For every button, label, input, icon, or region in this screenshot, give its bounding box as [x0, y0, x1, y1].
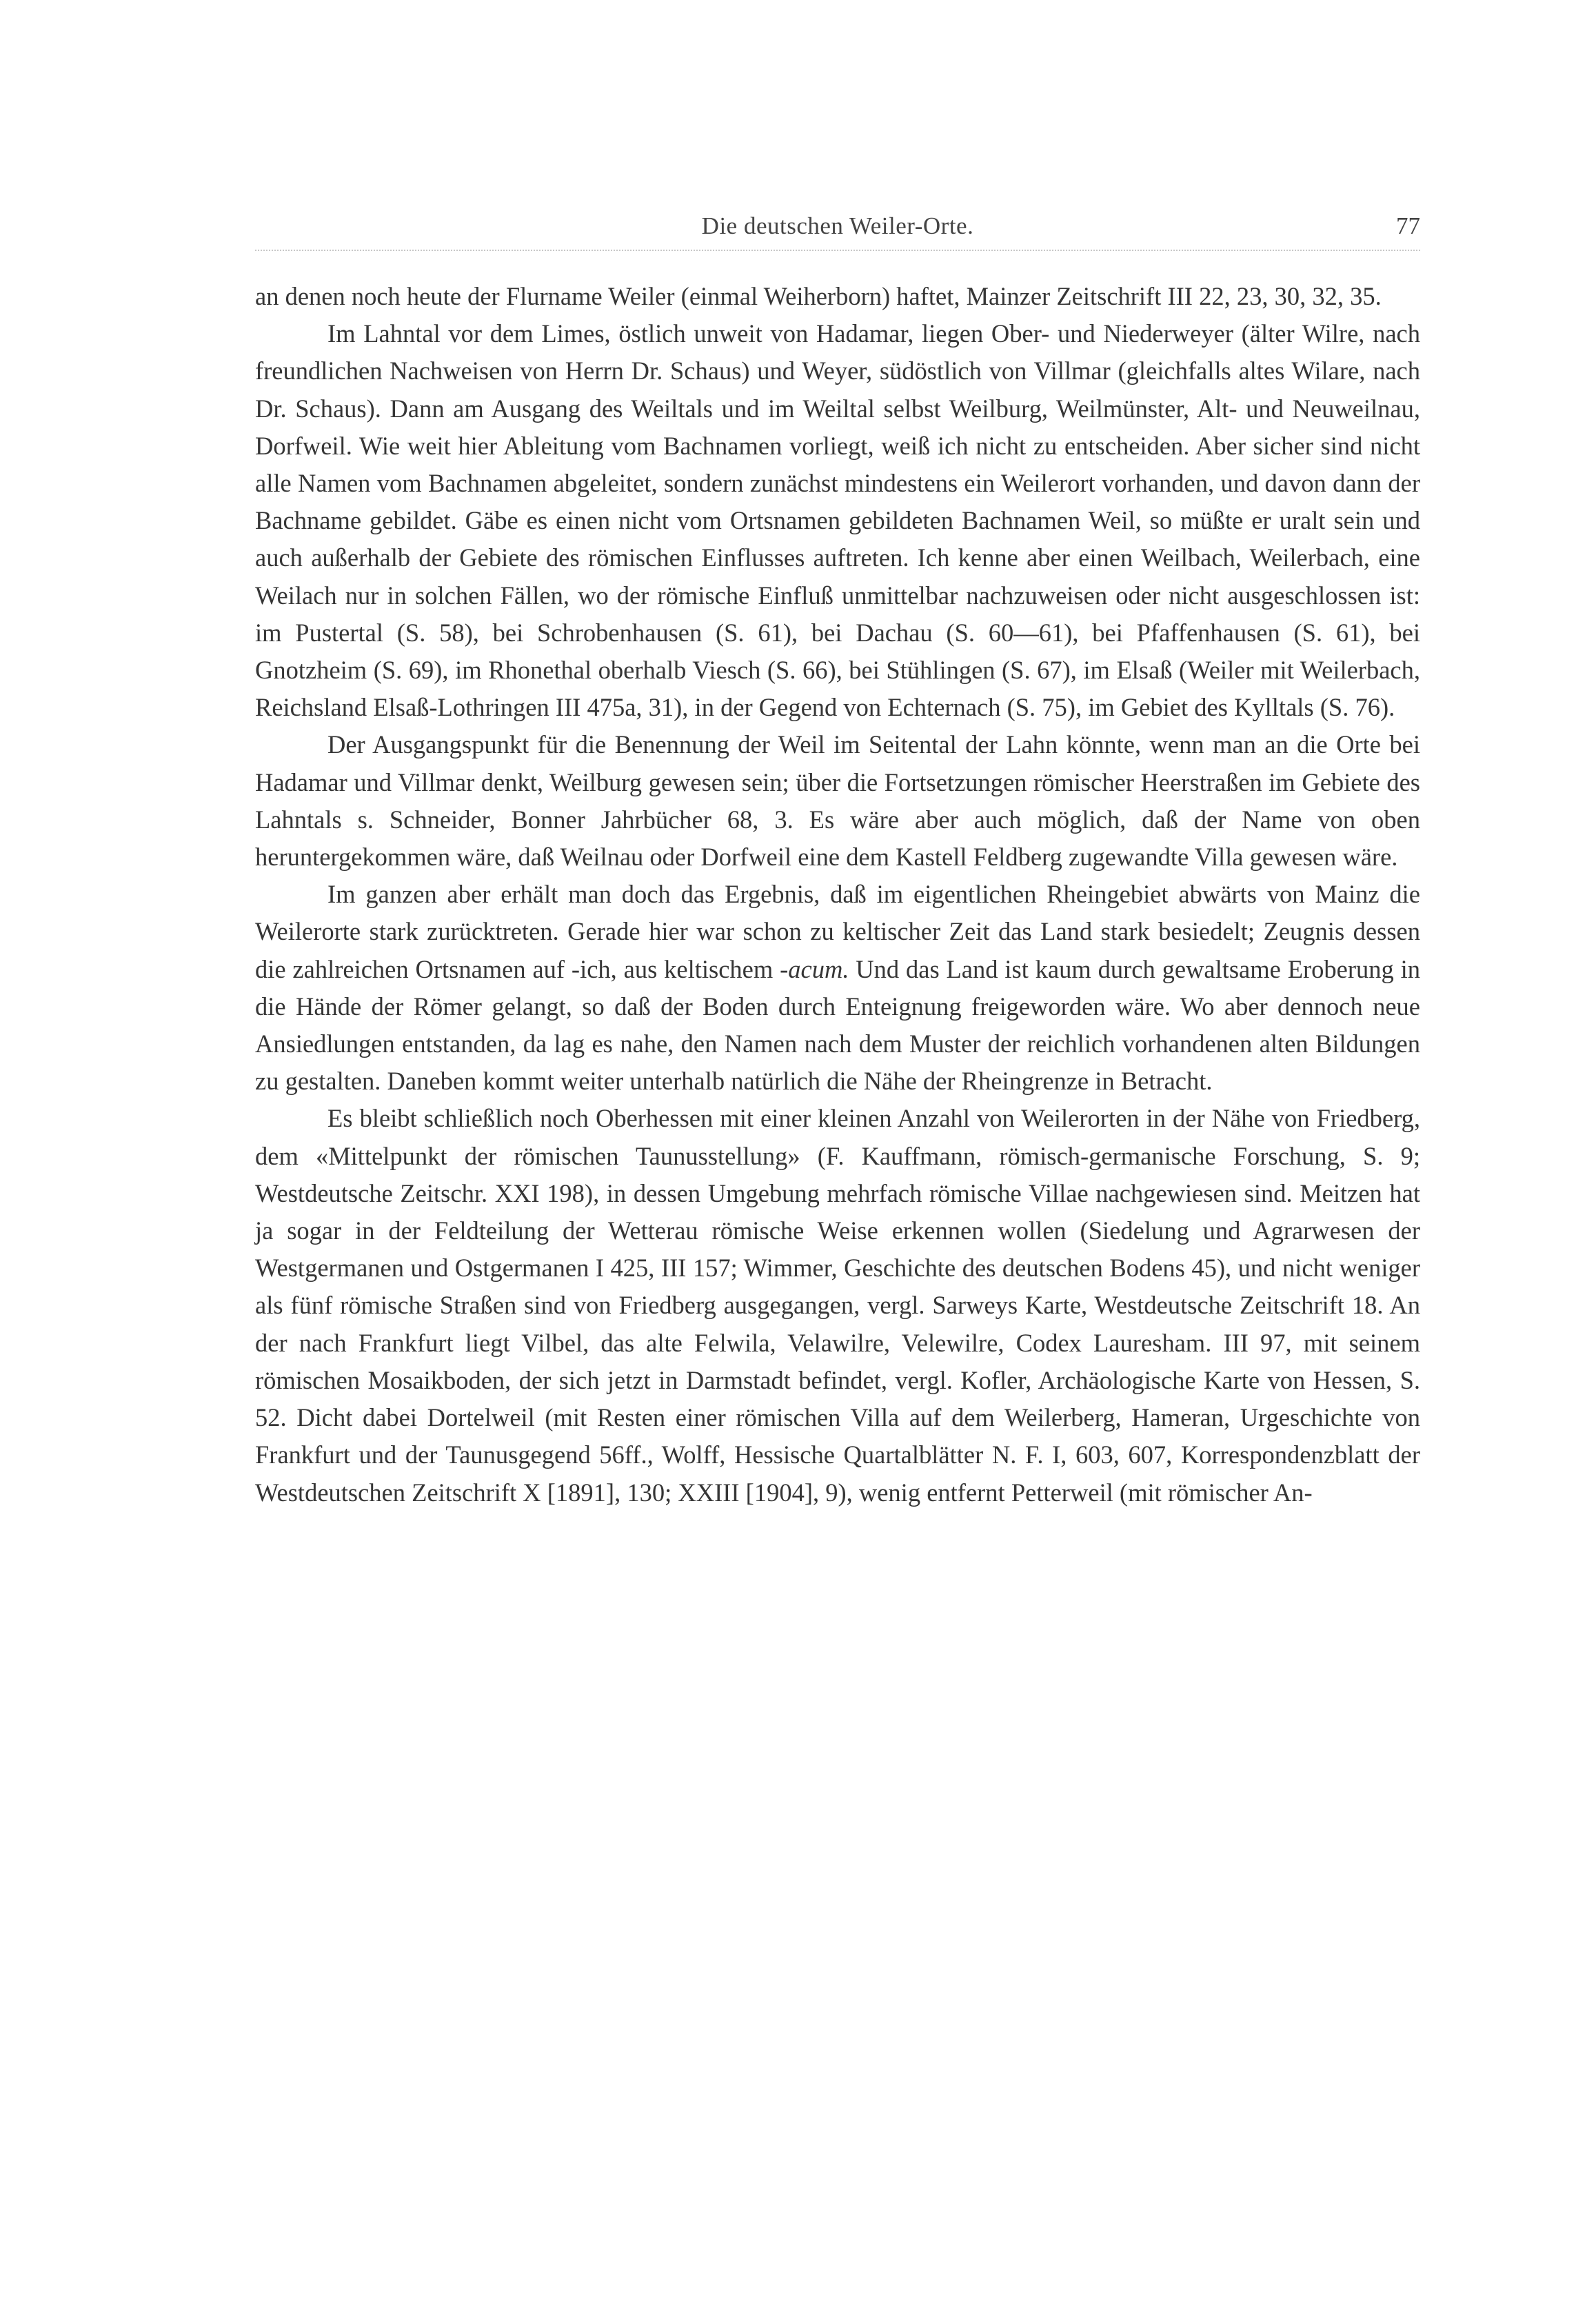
running-title: Die deutschen Weiler-Orte.: [701, 212, 974, 239]
running-head: [255, 207, 1420, 248]
paragraph-4: [255, 876, 1420, 1100]
body-text: [255, 278, 1420, 1511]
paragraph-4-emphasis: -acum.: [780, 954, 849, 983]
paragraph-4-text-after: Und das Land ist kaum durch gewaltsame Eroberung in die Hände der Römer gelangt, so daß der Boden durch Enteignung freigeworden wäre. Wo aber dennoch neue Ansiedlungen entstanden, da lag es nahe, den Namen nach dem Muster der reichlich vorhandenen alten Bildungen zu gestalten. Daneben kommt weiter unterhalb natürlich die Nähe der Rheingrenze in Betracht.: [255, 954, 1420, 1096]
paragraph-3: Der Ausgangspunkt für die Benennung der Weil im Seitental der Lahn könnte, wenn man an die Orte bei Hadamar und Villmar denkt, Weilburg gewesen sein; über die Fortsetzungen römischer Heerstraßen im Gebiete des Lahntals s. Schneider, Bonner Jahrbücher 68, 3. Es wäre aber auch möglich, daß der Name von oben heruntergekommen wäre, daß Weilnau oder Dorfweil eine dem Kastell Feldberg zugewandte Villa gewesen wäre.: [255, 730, 1420, 872]
page-number: 77: [1396, 212, 1420, 239]
paragraph-2: Im Lahntal vor dem Limes, östlich unweit von Hadamar, liegen Ober- und Niederweyer (älter Wilre, nach freundlichen Nachweisen von Herrn Dr. Schaus) und Weyer, südöstlich von Villmar (gleichfalls altes Wilare, nach Dr. Schaus). Dann am Ausgang des Weiltals und im Weiltal selbst Weilburg, Weilmünster, Alt- und Neuweilnau, Dorfweil. Wie weit hier Ableitung vom Bachnamen vorliegt, weiß ich nicht zu entscheiden. Aber sicher sind nicht alle Namen vom Bachnamen abgeleitet, sondern zunächst mindestens ein Weilerort vorhanden, und davon dann der Bachname gebildet. Gäbe es einen nicht vom Ortsnamen gebildeten Bachnamen Weil, so müßte er uralt sein und auch außerhalb der Gebiete des römischen Einflusses auftreten. Ich kenne aber einen Weilbach, Weilerbach, eine Weilach nur in solchen Fällen, wo der römische Einfluß unmittelbar nachzuweisen oder nicht ausgeschlossen ist: im Pustertal (S. 58), bei Schrobenhausen (S. 61), bei Dachau (S. 60—61), bei Pfaffenhausen (S. 61), bei Gnotzheim (S. 69), im Rhonethal oberhalb Viesch (S. 66), bei Stühlingen (S. 67), im Elsaß (Weiler mit Weilerbach, Reichsland Elsaß-Lothringen III 475a, 31), in der Gegend von Echternach (S. 75), im Gebiet des Kylltals (S. 76).: [255, 319, 1420, 722]
paragraph-5: Es bleibt schließlich noch Oberhessen mit einer kleinen Anzahl von Weilerorten in der Nähe von Friedberg, dem «Mittelpunkt der römischen Taunusstellung» (F. Kauffmann, römisch-germanische Forschung, S. 9; Westdeutsche Zeitschr. XXI 198), in dessen Umgebung mehrfach römische Villae nachgewiesen sind. Meitzen hat ja sogar in der Feldteilung der Wetterau römische Weise erkennen wollen (Siedelung und Agrarwesen der Westgermanen und Ostgermanen I 425, III 157; Wimmer, Geschichte des deutschen Bodens 45), und nicht weniger als fünf römische Straßen sind von Friedberg ausgegangen, vergl. Sarweys Karte, Westdeutsche Zeitschrift 18. An der nach Frankfurt liegt Vilbel, das alte Felwila, Velawilre, Velewilre, Codex Lauresham. III 97, mit seinem römischen Mosaikboden, der sich jetzt in Darmstadt befindet, vergl. Kofler, Archäologische Karte von Hessen, S. 52. Dicht dabei Dortelweil (mit Resten einer römischen Villa auf dem Weilerberg, Hameran, Urgeschichte von Frankfurt und der Taunusgegend 56ff., Wolff, Hessische Quartalblätter N. F. I, 603, 607, Korrespondenzblatt der Westdeutschen Zeitschrift X [1891], 130; XXIII [1904], 9), wenig entfernt Petterweil (mit römischer An-: [255, 1104, 1420, 1507]
paragraph-1: an denen noch heute der Flurname Weiler (einmal Weiherborn) haftet, Mainzer Zeitschrift III 22, 23, 30, 32, 35.: [255, 282, 1382, 310]
paragraph-4-text-before: Im ganzen aber erhält man doch das Ergebnis, daß im eigentlichen Rheingebiet abwärts von Mainz die Weilerorte stark zurücktreten. Gerade hier war schon zu keltischer Zeit das Land stark besiedelt; Zeugnis dessen die zahlreichen Ortsnamen auf -ich, aus keltischem: [255, 880, 1420, 983]
header-rule: [255, 250, 1420, 254]
